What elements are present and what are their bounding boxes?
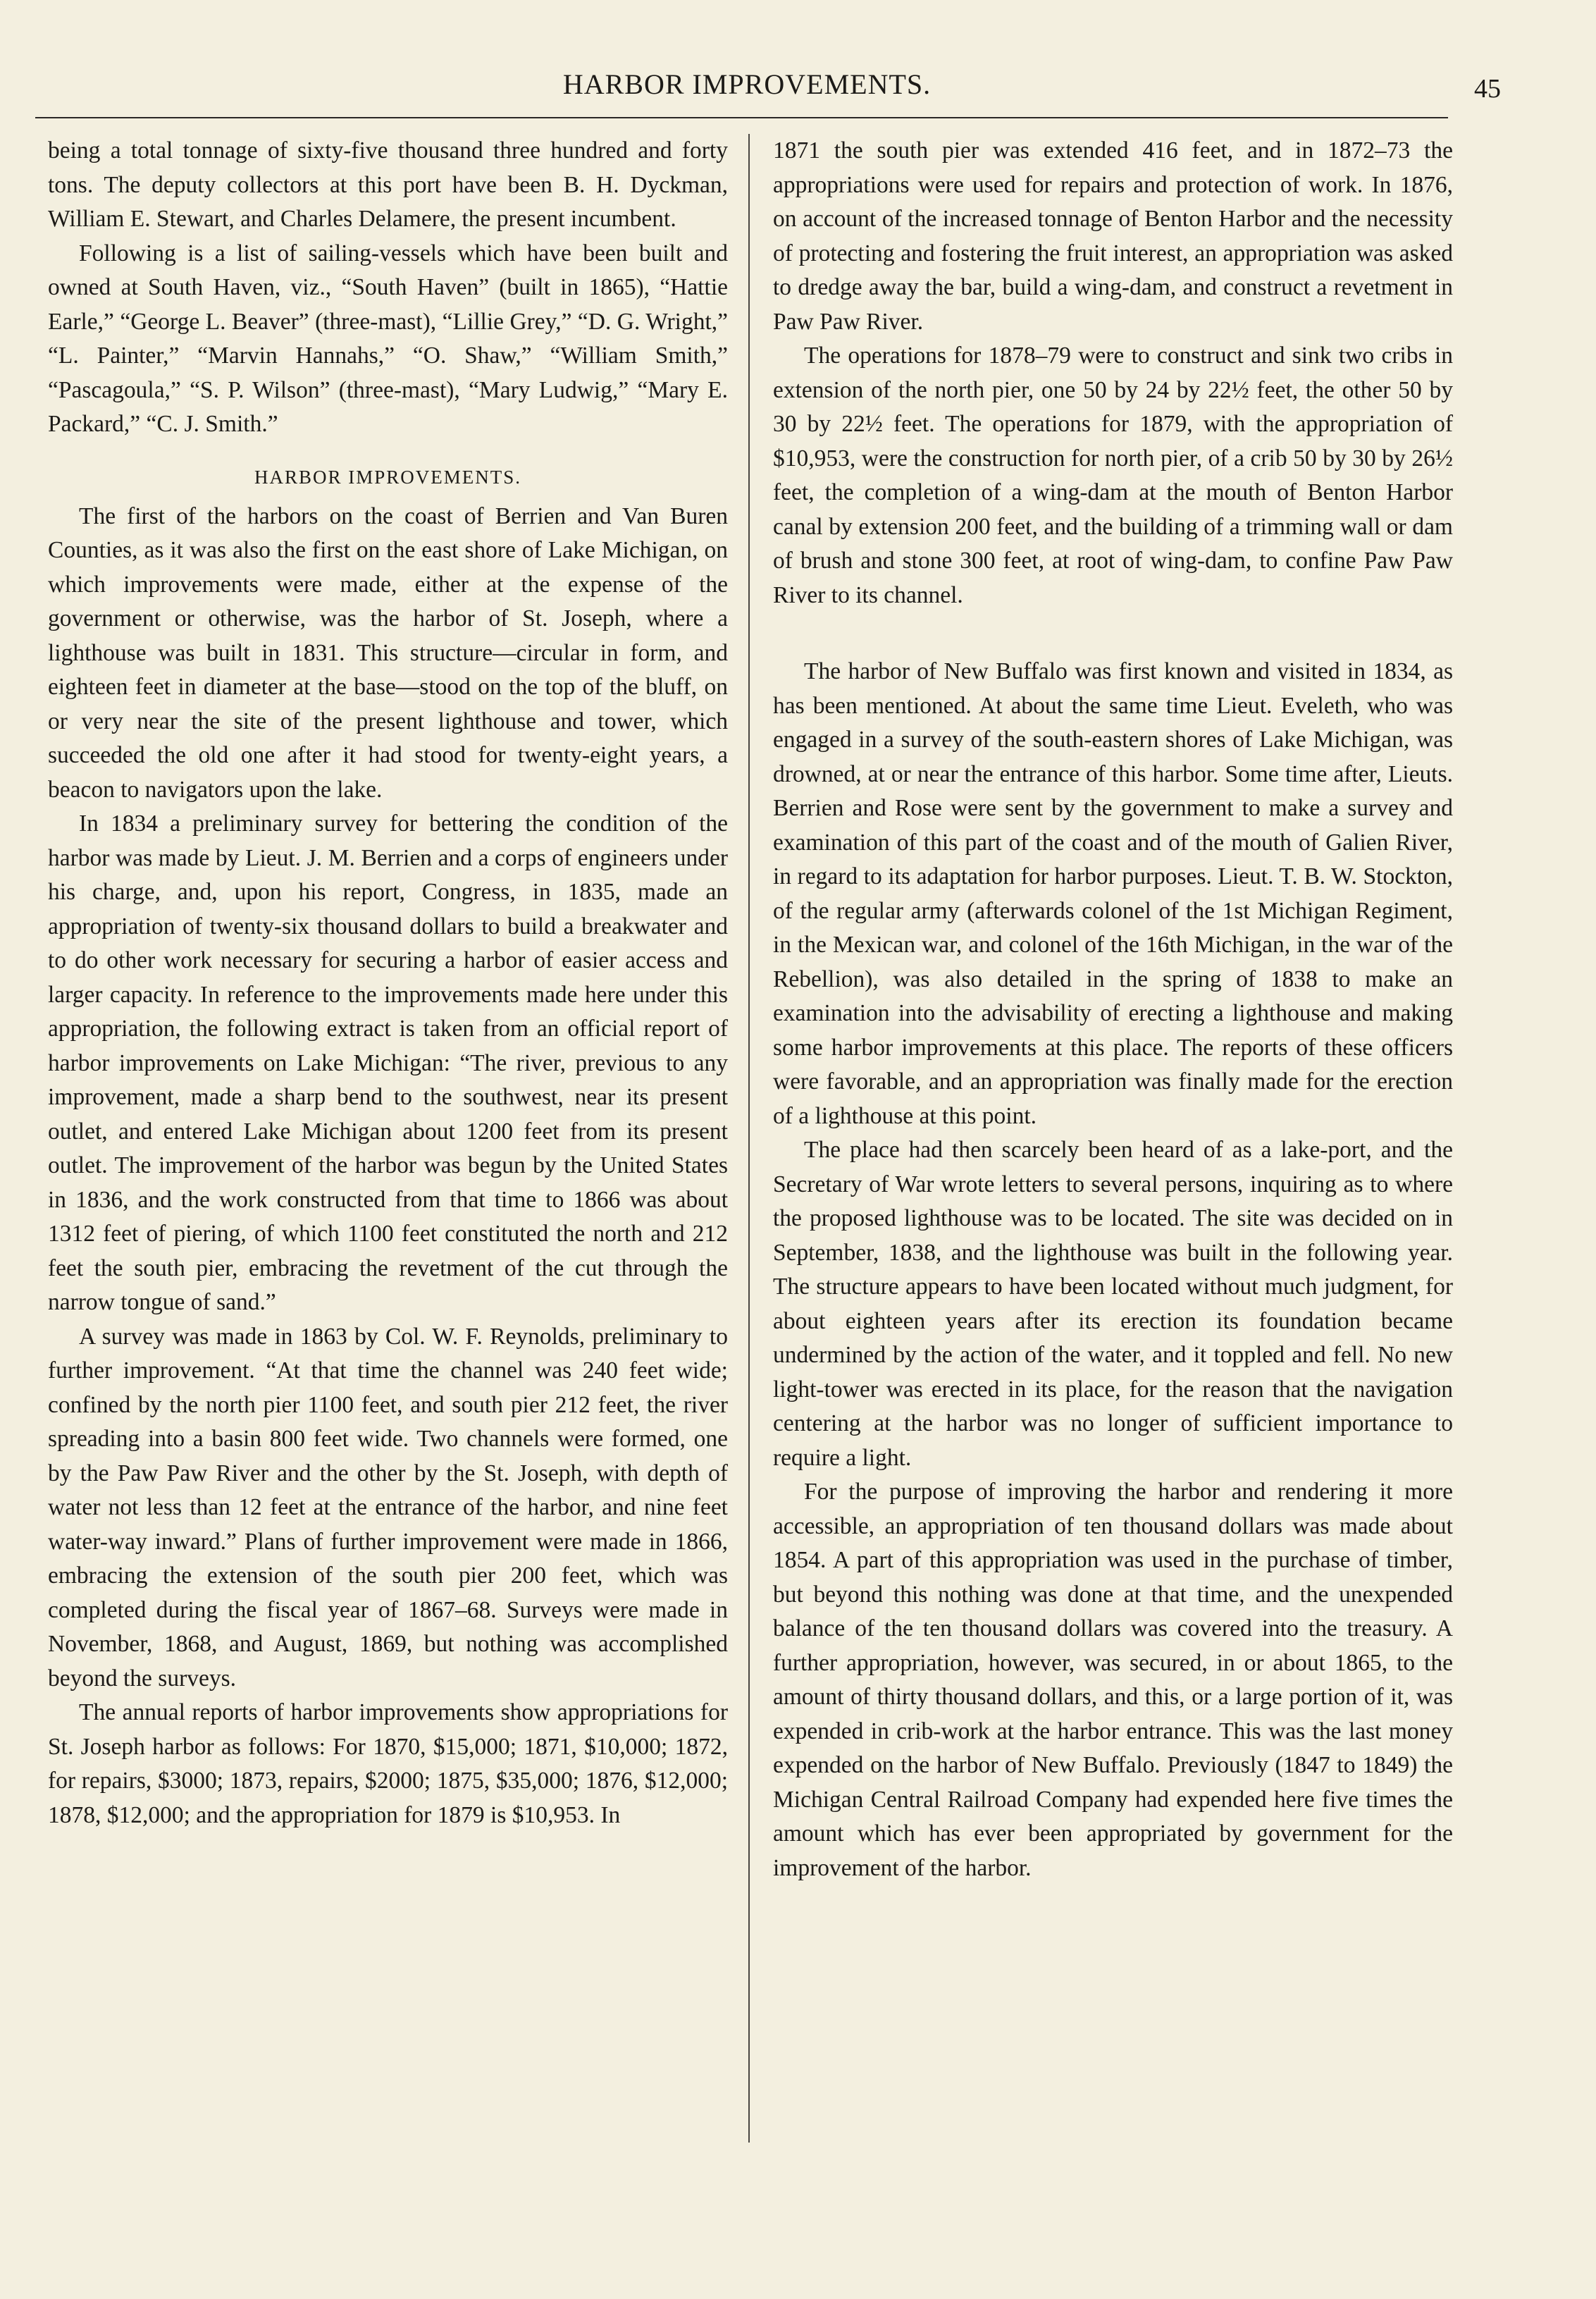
running-head xyxy=(42,68,1501,110)
paragraph: 1871 the south pier was extended 416 feet, and in 1872–73 the appropriations were used for repairs and protection of work. In 1876, on account of the increased tonnage of Benton Harbor and the necessity of protecting and fostering the fruit interest, an appropriation was asked to dredge away the bar, build a wing-dam, and construct a revetment in Paw Paw River. xyxy=(773,137,1453,335)
paragraph: The harbor of New Buffalo was first known and visited in 1834, as has been mentioned. At about the same time Lieut. Eveleth, who was engaged in a survey of the south-eastern shores of Lake Michigan, was drowned, at or near the entrance of this harbor. Some time after, Lieuts. Berrien and Rose were sent by the government to make a survey and examination of this part of the coast and of the mouth of Galien River, in regard to its adaptation for harbor purposes. Lieut. T. B. W. Stockton, of the regular army (afterwards colonel of the 1st Michigan Regiment, in the Mexican war, and colonel of the 16th Michigan, in the war of the Rebellion), was also detailed in the spring of 1838 to make an examination into the advisability of erecting a lighthouse and making some harbor improvements at this place. The reports of these officers were favorable, and an appropriation was finally made for the erection of a lighthouse at this point. xyxy=(773,658,1453,1129)
section-spacer xyxy=(773,612,1453,634)
paragraph: Following is a list of sailing-vessels which have been built and owned at South Haven, viz., “South Haven” (built in 1865), “Hattie Earle,” “George L. Beaver” (three-mast), “Lillie Grey,” “D. G. Wright,” “L. Painter,” “Marvin Hannahs,” “O. Shaw,” “William Smith,” “Pascagoula,” “S. P. Wilson” (three-mast), “Mary Ludwig,” “Mary E. Packard,” “C. J. Smith.” xyxy=(48,240,728,437)
header-rule xyxy=(35,117,1448,118)
running-title: HARBOR IMPROVEMENTS. xyxy=(562,68,932,100)
paragraph: The place had then scarcely been heard of as a lake-port, and the Secretary of War wrote letters to several persons, inquiring as to where the proposed lighthouse was to be located. The site was decided on in September, 1838, and the lighthouse was built in the following year. The structure appears to have been located without much judgment, for about eighteen years after its erection its foundation became undermined by the action of the water, and it toppled and fell. No new light-tower was erected in its place, for the reason that the navigation centering at the harbor was no longer of sufficient importance to require a light. xyxy=(773,1137,1453,1471)
paragraph: A survey was made in 1863 by Col. W. F. Reynolds, preliminary to further improvement. “At that time the channel was 240 feet wide; confined by the north pier 1100 feet, and south pier 212 feet, the river spreading into a basin 800 feet wide. Two channels were formed, one by the Paw Paw River and the other by the St. Joseph, with depth of water not less than 12 feet at the entrance of the harbor, and nine feet water-way inward.” Plans of further improvement were made in 1866, embracing the extension of the south pier 200 feet, which was completed during the fiscal year of 1867–68. Surveys were made in November, 1868, and August, 1869, but nothing was accomplished beyond the surveys. xyxy=(48,1323,728,1691)
paragraph: The operations for 1878–79 were to construct and sink two cribs in extension of the north pier, one 50 by 24 by 22½ feet, the other 50 by 30 by 22½ feet. The operations for 1879, with the appropriation of $10,953, were the construction for north pier, of a crib 50 by 30 by 26½ feet, the completion of a wing-dam at the mouth of Benton Harbor canal by extension 200 feet, and the building of a trimming wall or dam of brush and stone 300 feet, at root of wing-dam, to confine Paw Paw River to its channel. xyxy=(773,343,1453,608)
column-divider xyxy=(748,134,750,2143)
left-column xyxy=(48,134,728,1832)
paragraph: The first of the harbors on the coast of Berrien and Van Buren Counties, as it was also the first on the east shore of Lake Michigan, on which improvements were made, either at the expense of the government or otherwise, was the harbor of St. Joseph, where a lighthouse was built in 1831. This structure—circular in form, and eighteen feet in diameter at the base—stood on the top of the bluff, on or very near the site of the present lighthouse and tower, which succeeded the old one after it had stood for twenty-eight years, a beacon to navigators upon the lake. xyxy=(48,503,728,803)
paragraph: The annual reports of harbor improvements show appropriations for St. Joseph harbor as follows: For 1870, $15,000; 1871, $10,000; 1872, for repairs, $3000; 1873, repairs, $2000; 1875, $35,000; 1876, $12,000; 1878, $12,000; and the appropriation for 1879 is $10,953. In xyxy=(48,1699,728,1828)
page-number: 45 xyxy=(1474,74,1501,104)
paragraph: For the purpose of improving the harbor and rendering it more accessible, an appropriation of ten thousand dollars was made about 1854. A part of this appropriation was used in the purchase of timber, but beyond this nothing was done at that time, and the unexpended balance of the ten thousand dollars was covered into the treasury. A further appropriation, however, was secured, in or about 1865, to the amount of thirty thousand dollars, and this, or a large portion of it, was expended in crib-work at the harbor entrance. This was the last money expended on the harbor of New Buffalo. Previously (1847 to 1849) the Michigan Central Railroad Company had expended here five times the amount which has ever been appropriated by government for the improvement of the harbor. xyxy=(773,1479,1453,1881)
section-heading: HARBOR IMPROVEMENTS. xyxy=(254,466,522,488)
right-column xyxy=(773,134,1453,1885)
paragraph: being a total tonnage of sixty-five thousand three hundred and forty tons. The deputy collectors at this port have been B. H. Dyckman, William E. Stewart, and Charles Delamere, the present incumbent. xyxy=(48,137,728,232)
paragraph: In 1834 a preliminary survey for bettering the condition of the harbor was made by Lieut. J. M. Berrien and a corps of engineers under his charge, and, upon his report, Congress, in 1835, made an appropriation of twenty-six thousand dollars to build a breakwater and to do other work necessary for securing a harbor of easier access and larger capacity. In reference to the improvements made here under this appropriation, the following extract is taken from an official report of harbor improvements on Lake Michigan: “The river, previous to any improvement, made a sharp bend to the southwest, near its present outlet, and entered Lake Michigan about 1200 feet from its present outlet. The improvement of the harbor was begun by the United States in 1836, and the work constructed from that time to 1866 was about 1312 feet of piering, of which 1100 feet constituted the north and 212 feet the south pier, embracing the revetment of the cut through the narrow tongue of sand.” xyxy=(48,810,728,1315)
section-spacer xyxy=(773,634,1453,655)
